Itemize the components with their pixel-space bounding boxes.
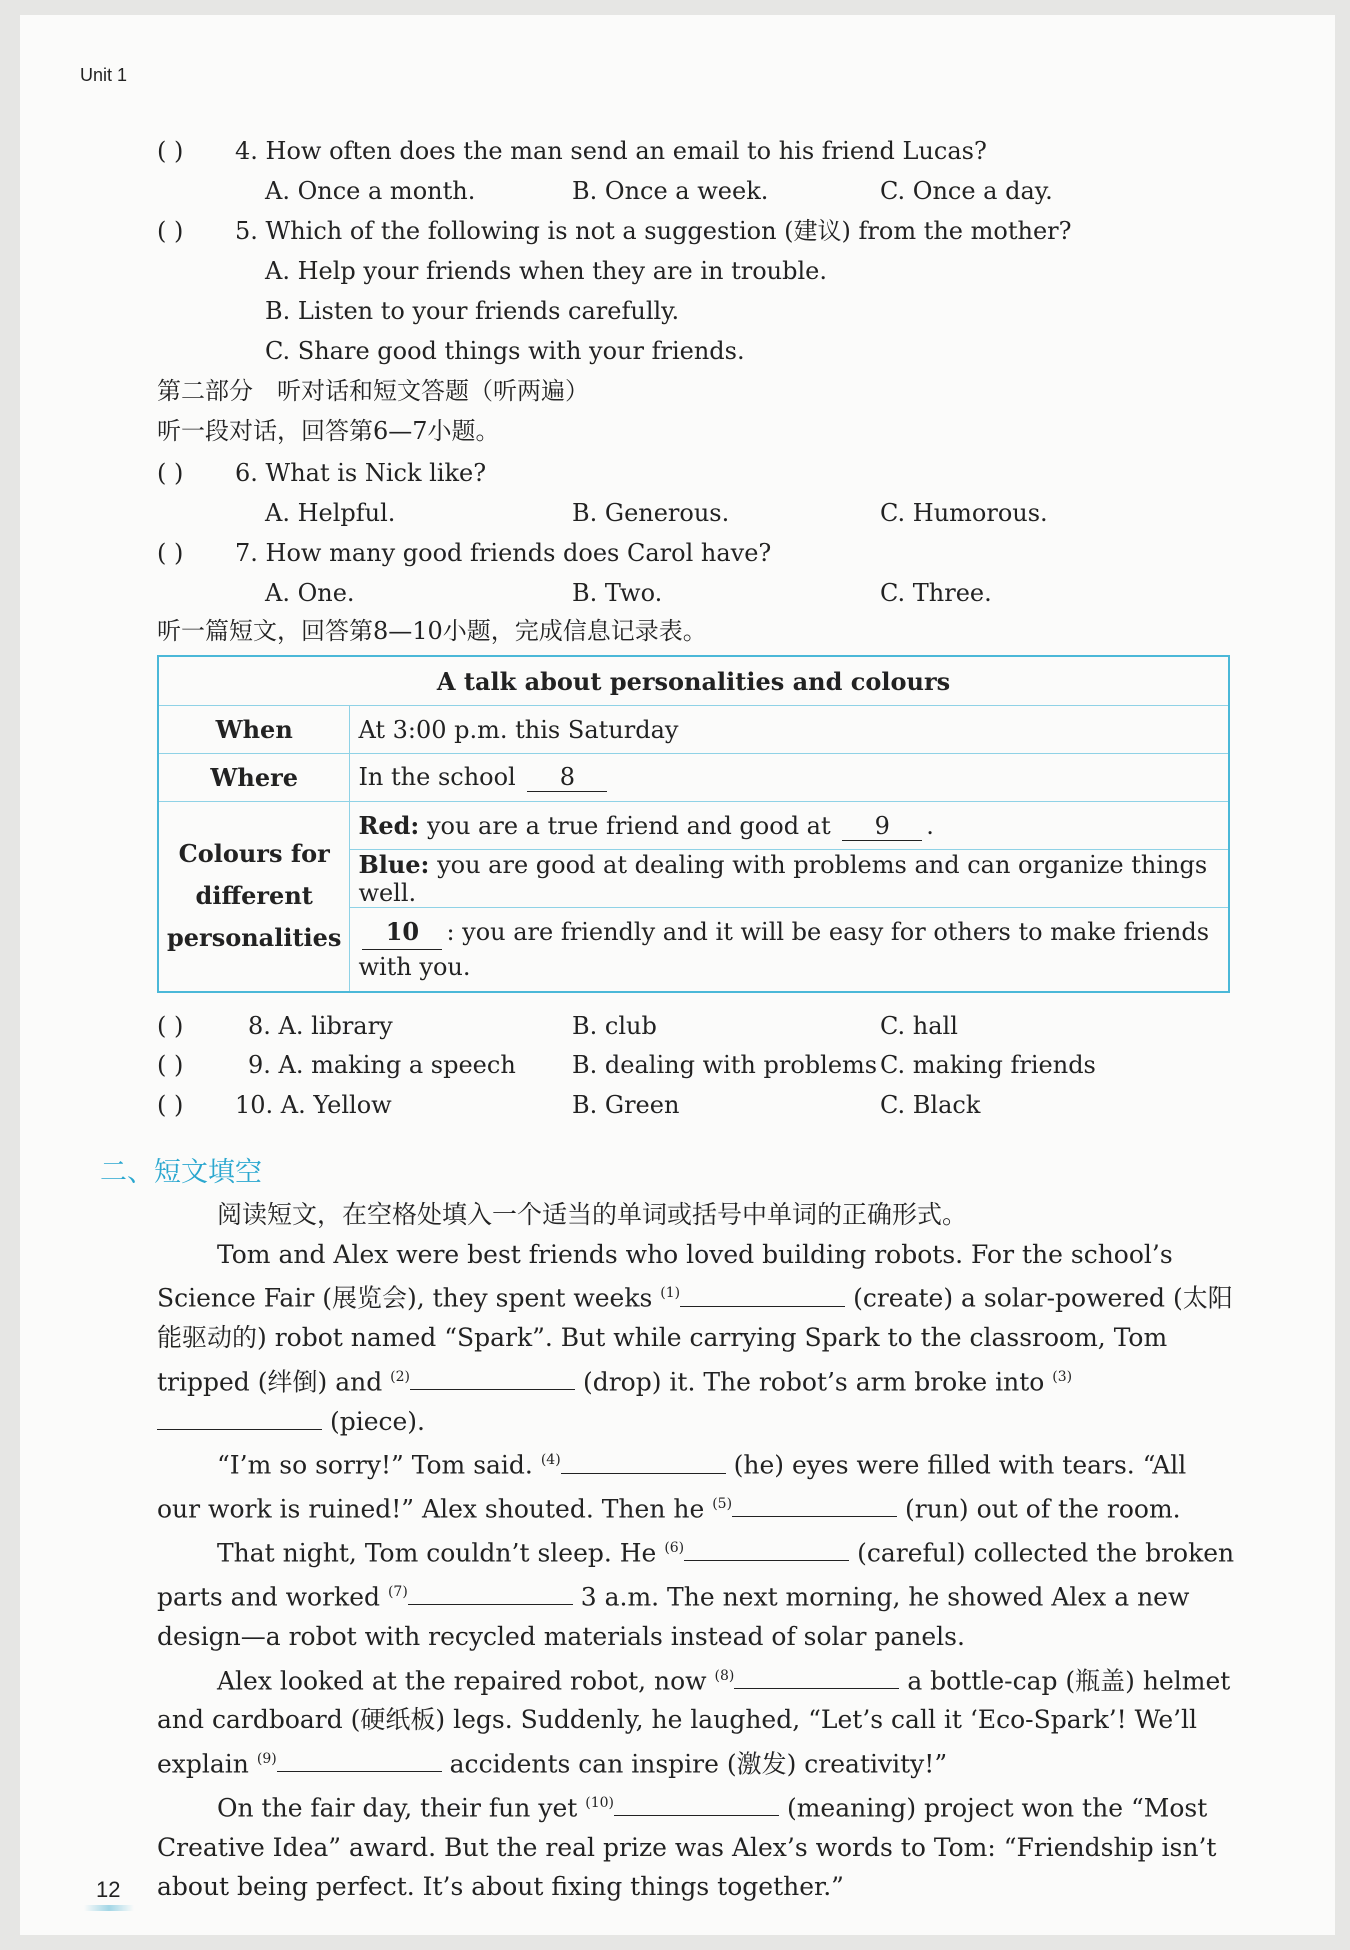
question-7-text: 7. How many good friends does Carol have?	[235, 539, 772, 567]
question-5	[157, 216, 183, 246]
option-b: B. club	[572, 1012, 657, 1040]
table-title: A talk about personalities and colours	[158, 656, 1229, 706]
blue-text: you are good at dealing with problems and can organize things well.	[358, 851, 1208, 907]
answer-paren[interactable]: ( )	[157, 459, 184, 487]
question-4	[157, 136, 183, 166]
row10-text: : you are friendly and it will be easy for others to make friends with you.	[358, 917, 1210, 981]
unit-label: Unit 1	[80, 65, 128, 85]
option-b: B. dealing with problems	[572, 1051, 878, 1079]
paragraph-4	[157, 1657, 1237, 1784]
text: “I’m so sorry!” Tom said.	[217, 1450, 533, 1480]
blank-8[interactable]	[734, 1666, 899, 1689]
blank-number: (1)	[660, 1285, 681, 1302]
blue-label: Blue:	[358, 850, 430, 879]
blank-number: (10)	[585, 1794, 614, 1811]
where-prefix: In the school	[358, 763, 516, 791]
option-b: B. Generous.	[572, 499, 730, 527]
option-a: A. One.	[265, 579, 355, 607]
question-5-text: 5. Which of the following is not a suggestion (建议) from the mother?	[235, 217, 1072, 245]
option-a: A. Once a month.	[265, 177, 476, 205]
question-10-text: 10. A. Yellow	[235, 1091, 392, 1119]
blank-2[interactable]	[410, 1367, 575, 1390]
blank-9[interactable]	[277, 1749, 442, 1772]
question-4-text: 4. How often does the man send an email to his friend Lucas?	[235, 137, 987, 165]
text: a bottle-cap (瓶盖) helmet and cardboard (硬纸板) legs. Suddenly, he laughed, “Let’s call it ‘Eco-Spark’! We’ll explain	[157, 1665, 1231, 1779]
text: Alex looked at the repaired robot, now	[217, 1665, 707, 1695]
blank-6[interactable]	[684, 1538, 849, 1561]
red-end: .	[926, 811, 934, 840]
text: (he) eyes were filled with tears. “All our work is ruined!” Alex shouted. Then he	[157, 1450, 1187, 1524]
question-9-text: 9. A. making a speech	[248, 1051, 516, 1079]
blank-number: (6)	[664, 1540, 685, 1557]
option-c: C. Humorous.	[880, 499, 1048, 527]
info-table	[157, 655, 1230, 993]
blank-10[interactable]: 10	[362, 915, 442, 950]
blank-1[interactable]	[680, 1284, 845, 1307]
blank-3[interactable]	[157, 1407, 322, 1430]
question-10-paren[interactable]: ( )	[157, 1091, 184, 1119]
text: (careful) collected the broken parts and worked	[157, 1538, 1235, 1612]
part2-instruction-1: 听一段对话，回答第6—7小题。	[157, 417, 500, 445]
question-7	[157, 538, 183, 568]
part2-instruction-2: 听一篇短文，回答第8—10小题，完成信息记录表。	[157, 617, 707, 645]
answer-paren[interactable]: ( )	[157, 539, 184, 567]
red-cell	[350, 802, 1229, 850]
option-b: B. Once a week.	[572, 177, 769, 205]
blank-4[interactable]	[561, 1451, 726, 1474]
blank-number: (5)	[712, 1496, 733, 1513]
option-c: C. making friends	[880, 1051, 1096, 1079]
blank-number: (7)	[387, 1583, 408, 1600]
part2-heading: 第二部分 听对话和短文答题（听两遍）	[157, 377, 589, 405]
text: That night, Tom couldn’t sleep. He	[217, 1538, 657, 1568]
red-text: you are a true friend and good at	[426, 811, 831, 840]
where-cell	[350, 754, 1229, 802]
blank-number: (2)	[390, 1368, 411, 1385]
option-c: C. hall	[880, 1012, 958, 1040]
paragraph-1	[157, 1235, 1237, 1442]
option-c: C. Black	[880, 1091, 981, 1119]
text: (meaning) project won the “Most Creative Idea” award. But the real prize was Alex’s words to Tom: “Friendship isn’t about being perfect. It’s about fixing things together.”	[157, 1793, 1217, 1902]
red-label: Red:	[358, 810, 420, 840]
blank-10[interactable]	[614, 1793, 779, 1816]
where-label: Where	[158, 754, 350, 802]
text: (run) out of the room.	[905, 1494, 1181, 1524]
question-8-paren[interactable]: ( )	[157, 1012, 184, 1040]
option-a: A. Help your friends when they are in trouble.	[265, 257, 828, 285]
option-a: A. Helpful.	[265, 499, 396, 527]
answer-paren[interactable]: ( )	[157, 137, 184, 165]
option-b: B. Two.	[572, 579, 663, 607]
question-6	[157, 458, 183, 488]
text: (piece).	[329, 1406, 425, 1436]
paragraph-5	[157, 1784, 1237, 1907]
option-b: B. Listen to your friends carefully.	[265, 297, 680, 325]
blue-cell	[350, 850, 1229, 908]
section-instruction: 阅读短文，在空格处填入一个适当的单词或括号中单词的正确形式。	[217, 1200, 968, 1229]
page-number-underline	[84, 1905, 134, 1911]
paragraph-2	[157, 1441, 1237, 1529]
question-9-paren[interactable]: ( )	[157, 1051, 184, 1079]
when-label: When	[158, 706, 350, 754]
colours-label: Colours for different personalities	[158, 802, 350, 992]
blank-number: (8)	[714, 1667, 735, 1684]
option-c: C. Three.	[880, 579, 992, 607]
option-c: C. Share good things with your friends.	[265, 337, 745, 365]
question-8-text: 8. A. library	[248, 1012, 393, 1040]
option-b: B. Green	[572, 1091, 680, 1119]
blank-7[interactable]	[408, 1582, 573, 1605]
blank-5[interactable]	[732, 1494, 897, 1517]
blank-number: (4)	[540, 1452, 561, 1469]
text: (create) a solar-powered (太阳能驱动的) robot named “Spark”. But while carrying Spark to the classroom, Tom tripped (绊倒) and	[157, 1283, 1233, 1397]
blank-8[interactable]: 8	[527, 763, 607, 792]
text: (drop) it. The robot’s arm broke into	[582, 1367, 1045, 1397]
page-number: 12	[96, 1877, 121, 1902]
paragraph-3	[157, 1529, 1237, 1656]
answer-paren[interactable]: ( )	[157, 217, 184, 245]
text: accidents can inspire (激发) creativity!”	[449, 1749, 948, 1779]
text: 3 a.m. The next morning, he showed Alex a new design—a robot with recycled materials instead of solar panels.	[157, 1582, 1190, 1651]
option-c: C. Once a day.	[880, 177, 1053, 205]
row10-cell	[350, 908, 1229, 992]
text: On the fair day, their fun yet	[217, 1793, 578, 1823]
blank-number: (9)	[256, 1751, 277, 1768]
blank-number: (3)	[1052, 1368, 1073, 1385]
passage	[157, 1195, 1237, 1907]
when-value: At 3:00 p.m. this Saturday	[350, 706, 1229, 754]
blank-9[interactable]: 9	[842, 812, 922, 841]
section-title: 二、短文填空	[100, 1157, 262, 1188]
question-6-text: 6. What is Nick like?	[235, 459, 487, 487]
text: Tom and Alex were best friends who loved building robots. For the school’s Science Fair (展览会), they spent weeks	[157, 1239, 1173, 1313]
